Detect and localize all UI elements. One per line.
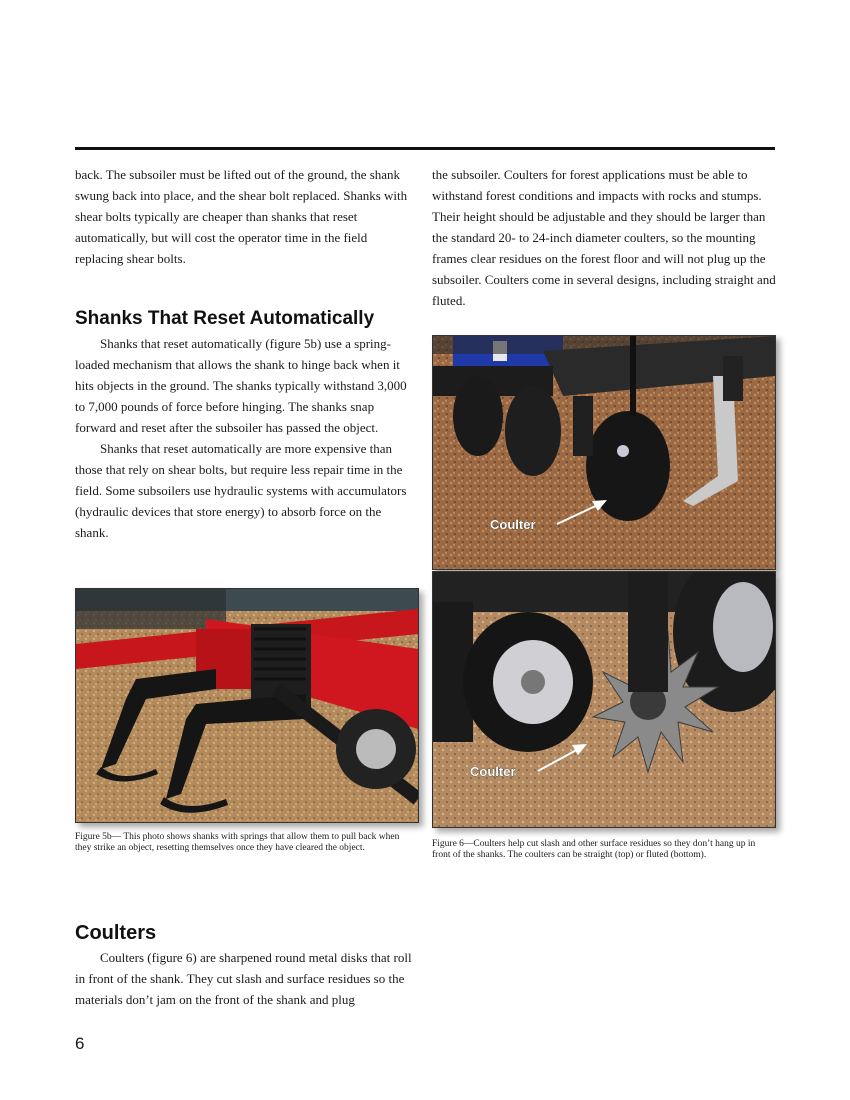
paragraph: Coulters (figure 6) are sharpened round metal disks that roll in front of the shank. They cut slash and surface residues so the materials don’t jam on the front of the shank and plug (75, 950, 412, 1007)
paragraph: Shanks that reset automatically (figure 5b) use a spring-loaded mechanism that allows the shank to hinge back when it hits objects in the ground. The shanks typically withstand 3,000 to 7,000 pounds of force before hinging. The shanks snap forward and reset after the subsoiler has passed the object. (75, 336, 407, 435)
right-column-continued-text (432, 164, 777, 311)
callout-arrow-icon (538, 744, 587, 771)
coulter-callout-top: Coulter (490, 517, 536, 532)
left-column-continued-text (75, 164, 417, 269)
paragraph: back. The subsoiler must be lifted out of the ground, the shank swung back into place, and the shear bolt replaced. Shanks with shear bolts typically are cheaper than shanks that reset automatically, but will cost the operator time in the field replacing shear bolts. (75, 167, 408, 266)
paragraph: Shanks that reset automatically are more expensive than those that rely on shear bolts, but require less repair time in the field. Some subsoilers use hydraulic systems with accumulators (hydraulic devices that store energy) to absorb force on the shank. (75, 441, 407, 540)
coulters-section-body (75, 947, 417, 1010)
header-rule (75, 147, 775, 150)
figure-6-caption: Figure 6—Coulters help cut slash and other surface residues so they don’t hang up in front of the shanks. The coulters can be straight (top) or fluted (bottom). (432, 839, 756, 860)
section-heading-shanks: Shanks That Reset Automatically (75, 308, 375, 329)
page-number: 6 (75, 1034, 85, 1053)
coulter-callout-bottom: Coulter (470, 764, 516, 779)
figure-5b-photo (75, 588, 419, 823)
figure-5b-caption: Figure 5b— This photo shows shanks with springs that allow them to pull back when they strike an object, resetting themselves once they have cleared the object. (75, 832, 400, 853)
shanks-section-body (75, 333, 417, 543)
callout-arrow-icon (557, 500, 607, 524)
paragraph: the subsoiler. Coulters for forest applications must be able to withstand forest conditions and impacts with rocks and stumps. Their height should be adjustable and they should be larger than the standard 20- to 24-inch diameter coulters, so the mounting frames clear residues on the forest floor and will not plug up the subsoiler. Coulters come in several designs, including straight and fluted. (432, 167, 776, 308)
section-heading-coulters: Coulters (75, 922, 157, 944)
figure-6-callouts (432, 335, 774, 826)
